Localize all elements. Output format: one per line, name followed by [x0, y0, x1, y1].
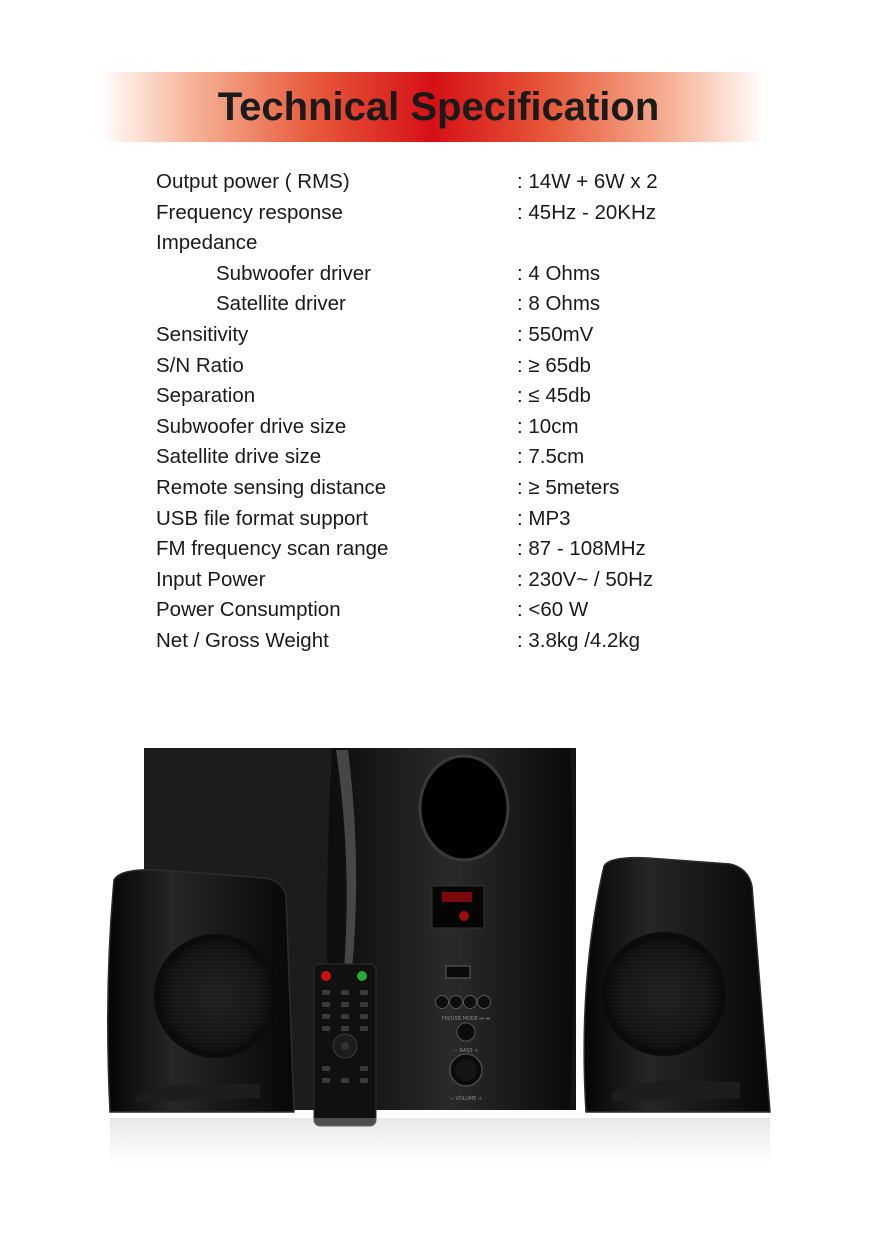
- reflection: [110, 1118, 770, 1164]
- spec-value: : ≤ 45db: [517, 384, 591, 408]
- spec-label: Output power ( RMS): [156, 170, 350, 193]
- spec-row-impedance: [156, 228, 756, 259]
- spec-row-subwoofer-driver: [156, 259, 756, 290]
- spec-value: : 10cm: [517, 414, 579, 438]
- spec-row-separation: [156, 381, 756, 412]
- spec-value: : 4 Ohms: [517, 261, 601, 285]
- spec-value: : 8 Ohms: [517, 292, 601, 316]
- spec-value: : ≥ 65db: [517, 353, 591, 377]
- spec-value: : 550mV: [517, 322, 594, 346]
- spec-label: Satellite drive size: [156, 445, 322, 469]
- spec-value: : 230V~ / 50Hz: [517, 567, 654, 591]
- spec-label: Sensitivity: [156, 322, 249, 346]
- spec-row-weight: [156, 626, 756, 657]
- spec-label: Impedance: [156, 231, 258, 255]
- spec-label: Remote sensing distance: [156, 475, 387, 499]
- remote-control: [314, 964, 376, 1126]
- spec-label: Input Power: [156, 567, 266, 591]
- spec-row-sn-ratio: [156, 351, 756, 382]
- spec-row-fm-range: [156, 534, 756, 565]
- spec-label: Subwoofer drive size: [156, 414, 347, 438]
- spec-row-sensitivity: [156, 320, 756, 351]
- product-image: [100, 740, 780, 1170]
- spec-label: Subwoofer driver: [216, 261, 371, 285]
- spec-row-power-consumption: [156, 595, 756, 626]
- spec-table: [156, 167, 756, 657]
- spec-value: : <60 W: [517, 598, 589, 622]
- spec-row-remote-sensing: [156, 473, 756, 504]
- spec-label: Power Consumption: [156, 598, 341, 622]
- volume-label: − VOLUME +: [449, 1096, 483, 1102]
- spec-label: Satellite driver: [216, 292, 346, 316]
- spec-label: Separation: [156, 384, 256, 408]
- spec-value: : 7.5cm: [517, 445, 585, 469]
- spec-row-output-power: [156, 167, 756, 198]
- spec-row-input-power: [156, 565, 756, 596]
- spec-value: : 14W + 6W x 2: [517, 170, 658, 193]
- spec-value: : 3.8kg /4.2kg: [517, 628, 641, 652]
- spec-value: : MP3: [517, 506, 571, 530]
- bass-label: − BASS +: [453, 1048, 479, 1054]
- spec-label: USB file format support: [156, 506, 368, 530]
- spec-value: : ≥ 5meters: [517, 475, 620, 499]
- satellite-speaker-right: [584, 858, 770, 1112]
- spec-value: : 45Hz - 20KHz: [517, 200, 656, 224]
- spec-row-subwoofer-drive-size: [156, 412, 756, 443]
- spec-label: Frequency response: [156, 200, 343, 224]
- spec-row-frequency-response: [156, 198, 756, 229]
- spec-row-satellite-driver: [156, 289, 756, 320]
- spec-row-usb-format: [156, 504, 756, 535]
- satellite-speaker-left: [108, 870, 294, 1112]
- page-title: Technical Specification: [217, 85, 660, 129]
- spec-row-satellite-drive-size: [156, 442, 756, 473]
- spec-label: FM frequency scan range: [156, 537, 389, 561]
- spec-label: Net / Gross Weight: [156, 628, 329, 652]
- controls-label: FM/USB MODE ⏮ ⏭: [441, 1016, 491, 1022]
- spec-value: : 87 - 108MHz: [517, 537, 646, 561]
- spec-label: S/N Ratio: [156, 353, 244, 377]
